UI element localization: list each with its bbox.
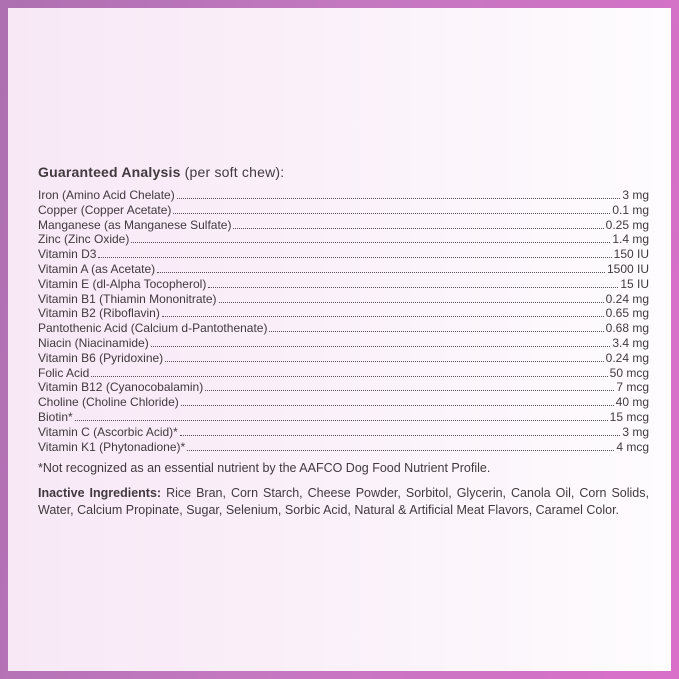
inactive-ingredients-text: Rice Bran, Corn Starch, Cheese Powder, Sorbitol, Glycerin, Canola Oil, Corn Solids, Water, Calcium Propinate, Sugar, Selenium, Sorbic Acid, Natural & Artificial Meat Flavors, Caramel Color. <box>38 486 649 517</box>
nutrient-value: 150 IU <box>613 247 649 262</box>
nutrient-row <box>38 351 649 366</box>
nutrient-value: 4 mcg <box>616 439 649 454</box>
nutrient-name: Vitamin E (dl-Alpha Tocopherol) <box>38 276 207 291</box>
nutrient-value: 15 mcg <box>609 409 649 424</box>
nutrient-name: Vitamin C (Ascorbic Acid)* <box>38 424 178 439</box>
nutrient-row <box>38 425 649 440</box>
section-heading <box>38 163 649 181</box>
aafco-footnote: *Not recognized as an essential nutrient by the AAFCO Dog Food Nutrient Profile. <box>38 461 491 476</box>
nutrient-name: Vitamin B2 (Riboflavin) <box>38 306 160 321</box>
nutrient-name: Zinc (Zinc Oxide) <box>38 232 130 247</box>
nutrient-name: Vitamin K1 (Phytonadione)* <box>38 439 186 454</box>
dotted-leader <box>75 419 608 421</box>
dotted-leader <box>131 241 610 243</box>
nutrient-name: Iron (Amino Acid Chelate) <box>38 188 175 202</box>
nutrient-row <box>38 292 649 307</box>
nutrient-row <box>38 203 649 218</box>
dotted-leader <box>157 271 605 273</box>
nutrient-value: 1.4 mg <box>612 232 649 247</box>
dotted-leader <box>165 360 603 362</box>
nutrient-name: Choline (Choline Chloride) <box>38 395 179 410</box>
nutrient-value: 0.68 mg <box>605 321 649 336</box>
nutrient-value: 7 mcg <box>616 380 649 395</box>
nutrient-value: 50 mcg <box>609 365 649 380</box>
dotted-leader <box>177 197 621 199</box>
nutrient-name: Vitamin D3 <box>38 247 97 262</box>
dotted-leader <box>181 404 614 406</box>
nutrient-name: Manganese (as Manganese Sulfate) <box>38 217 232 232</box>
nutrient-value: 0.1 mg <box>612 202 649 217</box>
nutrient-value: 3 mg <box>622 188 649 202</box>
dotted-leader <box>208 286 618 288</box>
nutrient-row <box>38 440 649 455</box>
nutrient-row <box>38 306 649 321</box>
dotted-leader <box>187 449 614 451</box>
nutrient-row <box>38 232 649 247</box>
nutrient-value: 0.65 mg <box>605 306 649 321</box>
nutrient-name: Vitamin A (as Acetate) <box>38 261 156 276</box>
nutrient-row <box>38 247 649 262</box>
nutrient-row <box>38 188 649 203</box>
inactive-ingredients-paragraph <box>38 485 649 518</box>
dotted-leader <box>180 434 620 436</box>
nutrient-value: 3 mg <box>622 424 649 439</box>
dotted-leader <box>151 345 611 347</box>
nutrient-value: 3.4 mg <box>612 335 649 350</box>
nutrient-name: Vitamin B6 (Pyridoxine) <box>38 350 164 365</box>
dotted-leader <box>162 315 604 317</box>
section-heading-qualifier: (per soft chew): <box>184 164 285 180</box>
dotted-leader <box>98 256 611 258</box>
nutrient-name: Folic Acid <box>38 365 90 380</box>
nutrient-row <box>38 277 649 292</box>
nutrient-row <box>38 321 649 336</box>
label-panel <box>8 8 671 671</box>
section-heading-title: Guaranteed Analysis <box>38 164 181 180</box>
nutrient-row <box>38 366 649 381</box>
nutrient-name: Biotin* <box>38 409 73 424</box>
dotted-leader <box>233 227 603 229</box>
nutrient-row <box>38 218 649 233</box>
nutrient-value: 0.24 mg <box>605 350 649 365</box>
nutrient-name: Vitamin B1 (Thiamin Mononitrate) <box>38 291 217 306</box>
nutrient-row <box>38 410 649 425</box>
nutrient-name: Vitamin B12 (Cyanocobalamin) <box>38 380 204 395</box>
dotted-leader <box>219 301 604 303</box>
nutrient-row <box>38 395 649 410</box>
nutrient-value: 0.24 mg <box>605 291 649 306</box>
nutrient-row <box>38 380 649 395</box>
nutrient-name: Niacin (Niacinamide) <box>38 335 149 350</box>
nutrient-value: 0.25 mg <box>605 217 649 232</box>
nutrient-value: 15 IU <box>620 276 649 291</box>
nutrient-row <box>38 262 649 277</box>
nutrient-value: 40 mg <box>615 395 649 410</box>
dotted-leader <box>205 389 614 391</box>
dotted-leader <box>173 212 610 214</box>
analysis-rows <box>38 188 649 454</box>
nutrient-value: 1500 IU <box>606 261 649 276</box>
dotted-leader <box>269 330 603 332</box>
dotted-leader <box>91 375 607 377</box>
guaranteed-analysis-section <box>38 163 649 518</box>
nutrient-row <box>38 336 649 351</box>
nutrient-name: Copper (Copper Acetate) <box>38 202 172 217</box>
inactive-ingredients-label: Inactive Ingredients: <box>38 486 162 501</box>
nutrient-name: Pantothenic Acid (Calcium d-Pantothenate) <box>38 321 268 336</box>
